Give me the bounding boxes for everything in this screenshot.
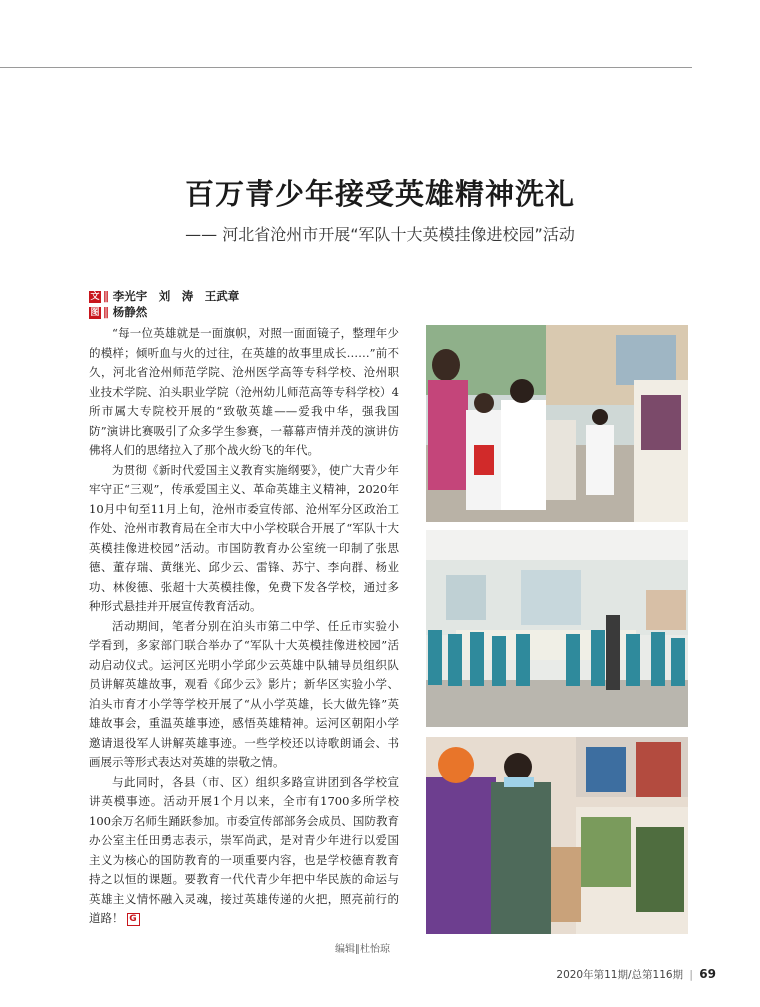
writers-tag: 文 [90, 291, 100, 302]
article-subtitle: —— 河北省沧州市开展“军队十大英模挂像进校园”活动 [185, 225, 575, 244]
writer-names: 李光宇 刘 涛 王武章 [112, 289, 240, 303]
photo-students-outdoor [426, 325, 688, 522]
editor-credit: 编辑∥杜怡琼 [335, 944, 390, 955]
paragraph-4-text: 与此同时，各县（市、区）组织多路宣讲团到各学校宣讲英模事迹。活动开展1个月以来，全市有1700多所学校100余万名师生踊跃参加。市委宣传部部务会成员、国防教育办公室主任田勇志表示，崇军尚武，是对青少年进行以爱国主义为核心的国防教育的一项重要内容，也是学校德育教育持之以恒的课题。要教育一代代青少年把中华民族的命运与英雄主义情怀融入灵魂，接过英雄传递的火把，照亮前行的道路！ [89, 774, 399, 925]
paragraph-1: “每一位英雄就是一面旗帜，对照一面面镜子，整理年少的模样；倾听血与火的过往，在英雄的故事里成长……”前不久，河北省沧州师范学院、沧州医学高等专科学校、沧州职业技术学院、泊头职业学院（沧州幼儿师范高等专科学校）4所市属大专院校开展的“致敬英雄——爱我中华，强我国防”演讲比赛吸引了众多学生参赛，一幕幕声情并茂的演讲仿佛将人们的思绪拉入了那个战火纷飞的年代。 [89, 326, 399, 457]
paragraph-3: 活动期间，笔者分别在泊头市第二中学、任丘市实验小学看到，多家部门联合举办了“军队十大英模挂像进校园”活动启动仪式。运河区光明小学邱少云英雄中队辅导员组织队员讲解英雄故事，观看《邱少云》影片；新华区实验小学、泊头市育才小学等学校开展了“从小学英雄，长大做先锋”英雄故事会，重温英雄事迹，感悟英雄精神。运河区朝阳小学邀请退役军人讲解英雄事迹。一些学校还以诗歌朗诵会、书画展示等形式表达对英雄的崇敬之情。 [89, 618, 399, 769]
byline-writers: 文 ∥ 李光宇 刘 涛 王武章 [90, 289, 240, 303]
article-body [89, 324, 399, 929]
paragraph-2: 为贯彻《新时代爱国主义教育实施纲要》，使广大青少年牢守正“三观”，传承爱国主义、革命英雄主义精神，2020年10月中旬至11月上旬，沧州市委宣传部、沧州军分区政治工作处、沧州市教育局在全市大中小学校联合开展了“军队十大英模挂像进校园”活动。市国防教育办公室统一印制了张思德、董存瑞、黄继光、邱少云、雷锋、苏宁、李向群、杨业功、林俊德、张超十大英模挂像，免费下发各学校，通过多种形式悬挂并开展宣传教育活动。 [89, 462, 399, 613]
byline-photographer: 图 ∥ 杨静然 [90, 305, 148, 319]
issue-label: 2020年第11期/总第116期 [556, 969, 684, 981]
paragraph-4 [89, 773, 399, 929]
photographer-name: 杨静然 [112, 305, 148, 319]
photo-tag: 图 [90, 307, 100, 318]
header-rule [0, 67, 692, 68]
page-number: 69 [699, 967, 716, 981]
photo-classroom [426, 530, 688, 727]
page-footer: 2020年第11期/总第116期 | 69 [556, 967, 716, 981]
article-title: 百万青少年接受英雄精神洗礼 [184, 177, 575, 211]
end-mark-icon: G [127, 913, 140, 926]
photo-hero-portraits [426, 737, 688, 934]
